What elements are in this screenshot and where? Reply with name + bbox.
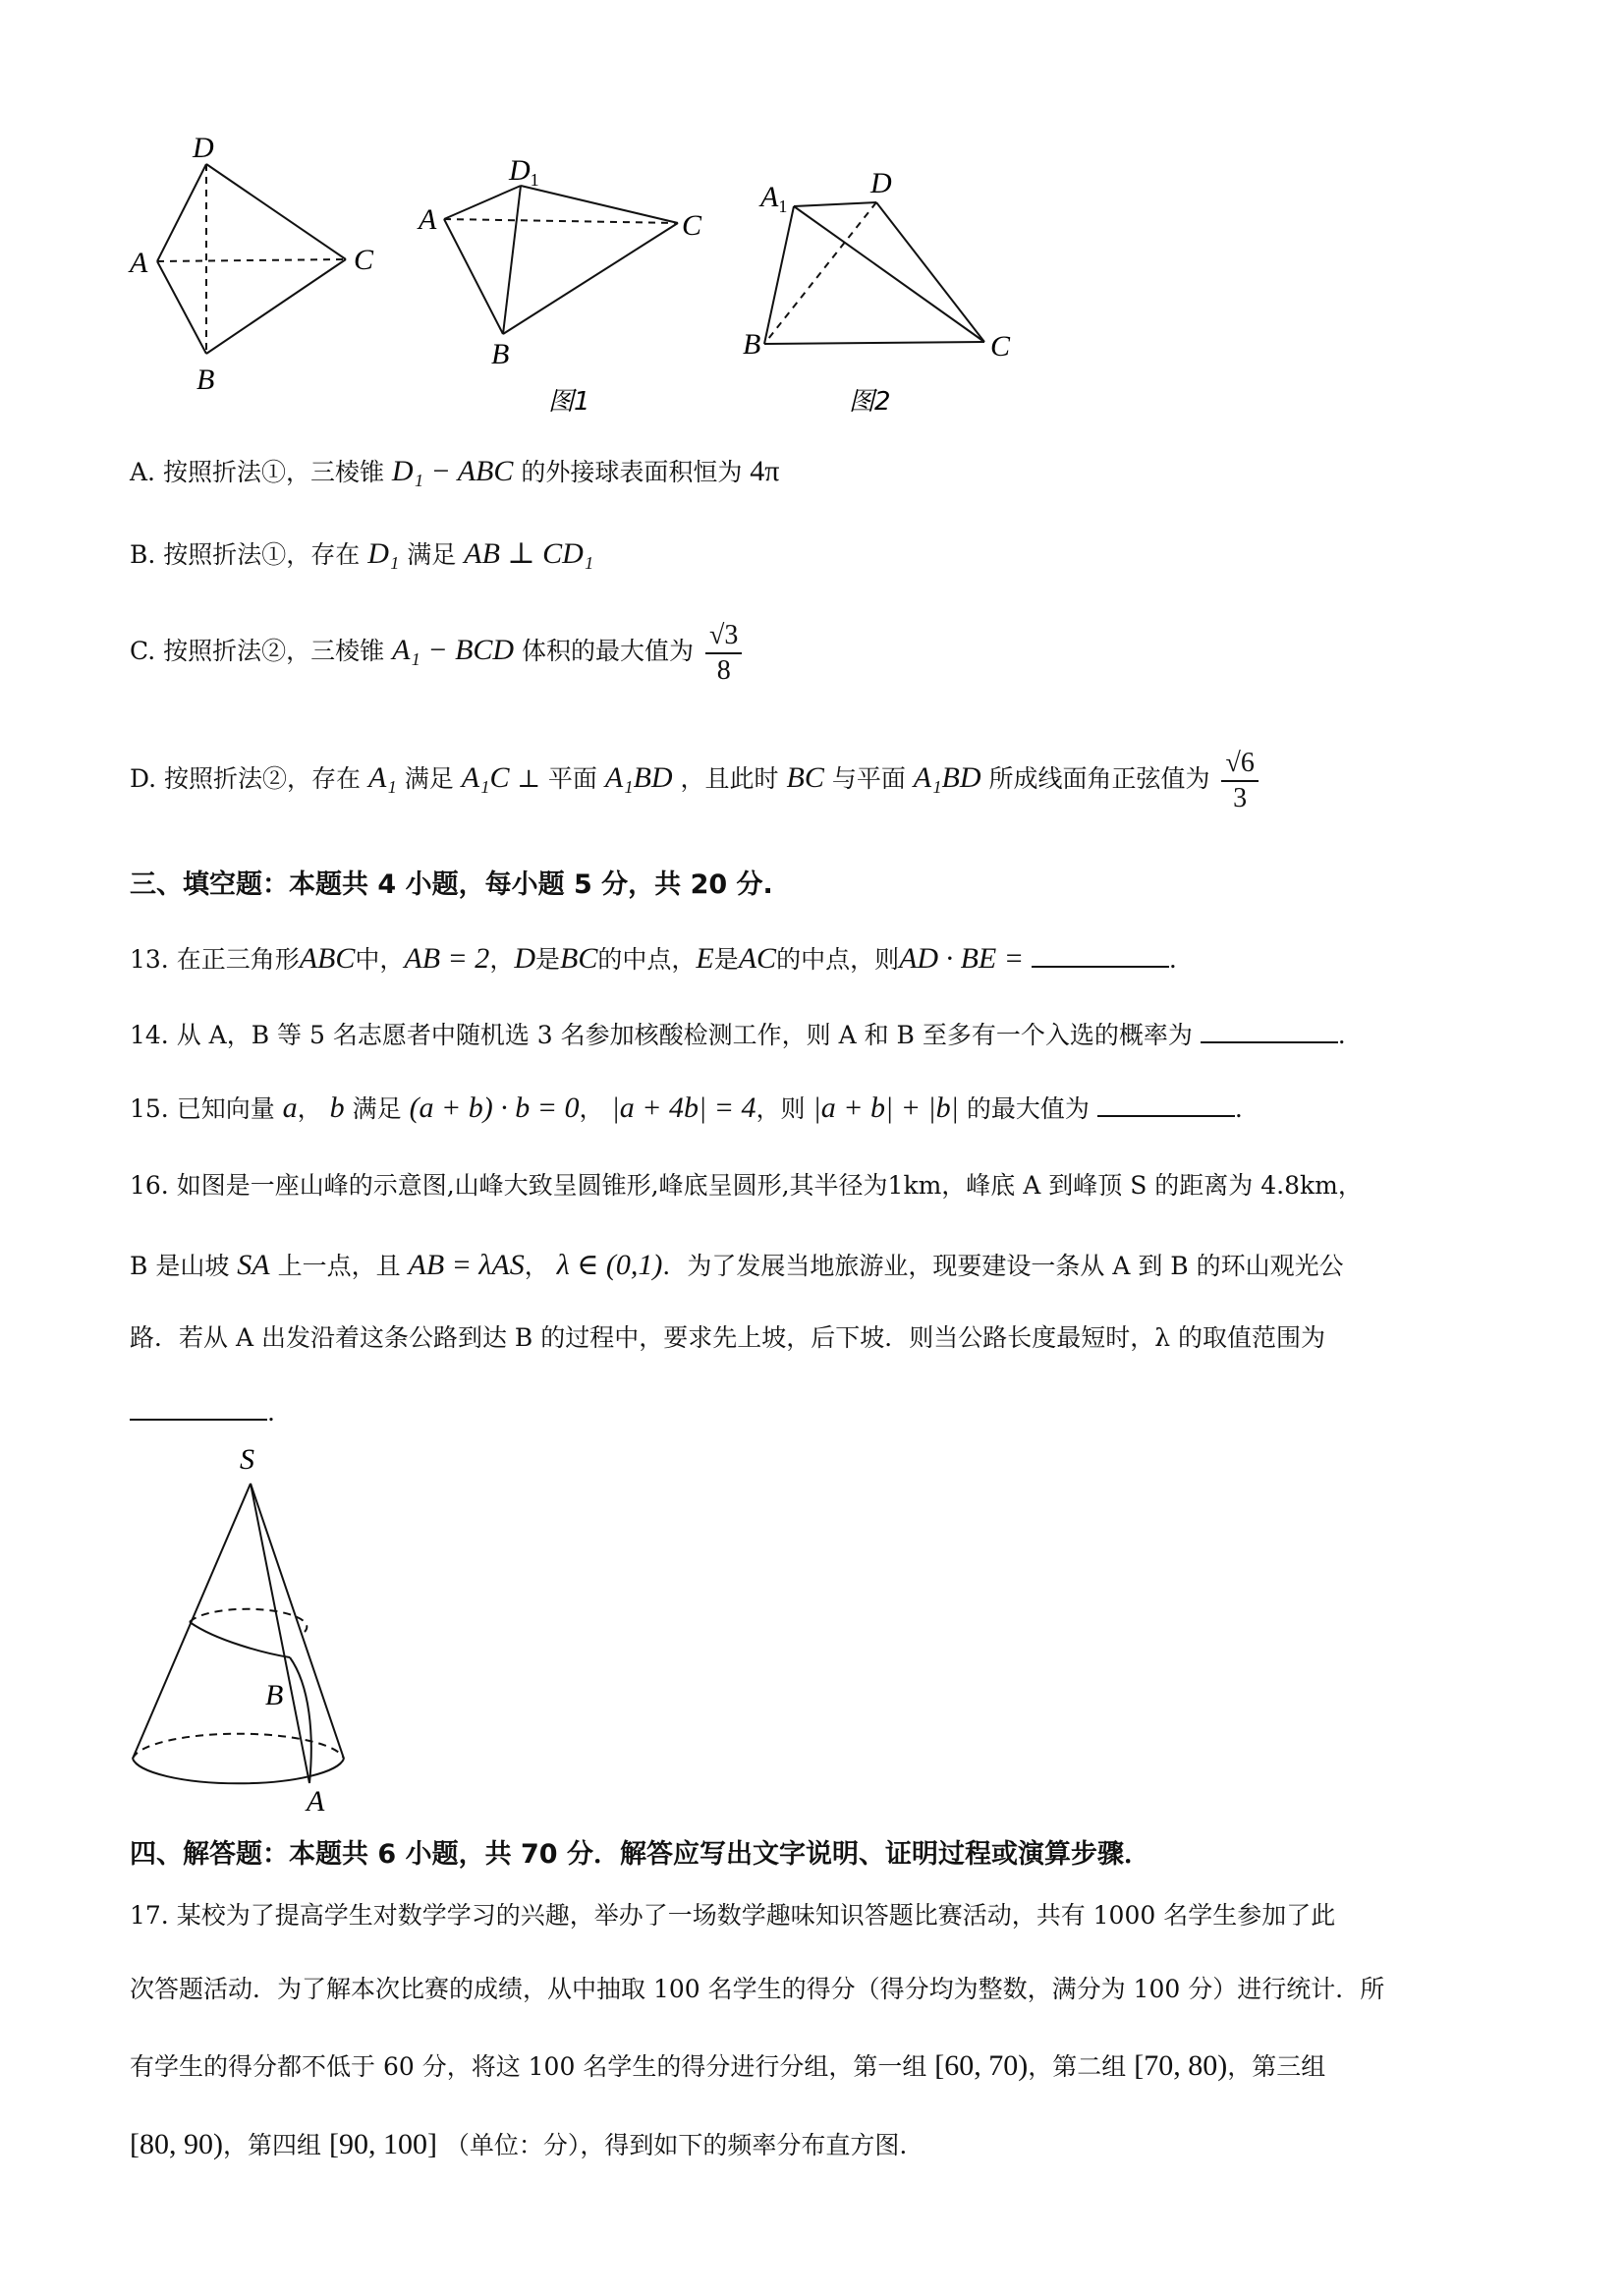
q15-expr3: (a + b) · b = 0: [409, 1092, 580, 1124]
label-d: D: [870, 167, 892, 199]
q17-text-d: ，第四组: [222, 2131, 321, 2159]
q13-text6: 是: [713, 945, 739, 974]
fraction-denominator: 8: [716, 654, 731, 686]
section-3-heading: 三、填空题：本题共 4 小题，每小题 5 分，共 20 分.: [130, 869, 773, 900]
label-b: B: [743, 328, 761, 361]
q16-text-b: 上一点，且: [277, 1252, 401, 1280]
answer-blank: [130, 1395, 267, 1421]
q16-text-c: ，: [524, 1252, 549, 1280]
option-d-text2: ⊥ 平面: [517, 764, 597, 794]
answer-blank: [1201, 1018, 1338, 1043]
option-d-text3: ，且此时: [680, 764, 779, 794]
question-16-line-2: [130, 1248, 1344, 1283]
q15-end: .: [1234, 1094, 1243, 1123]
q15-text3: 满足: [352, 1094, 402, 1123]
q15-text4: ，: [579, 1094, 604, 1123]
q17-text-b: ，第二组: [1028, 2052, 1127, 2081]
q17-text-e: （单位：分），得到如下的频率分布直方图.: [444, 2131, 908, 2159]
option-b-text: B. 按照折法①，存在: [130, 540, 361, 569]
q15-expr1: a: [282, 1092, 298, 1124]
option-d: [130, 747, 1262, 814]
option-d-expr1: A₁: [368, 761, 397, 795]
q15-text1: 15. 已知向量: [130, 1094, 275, 1123]
question-13: [130, 941, 1177, 977]
option-b-expr2: AB ⊥ CD₁: [464, 537, 594, 570]
answer-blank: [1097, 1092, 1235, 1117]
option-a: [130, 454, 779, 489]
option-c-fraction: [705, 619, 742, 687]
q15-text6: 的最大值为: [966, 1094, 1090, 1123]
option-c-text: C. 按照折法②，三棱锥: [130, 637, 385, 666]
option-c: [130, 619, 746, 687]
option-c-suffix: 体积的最大值为: [522, 637, 695, 666]
q16-end: .: [267, 1398, 275, 1427]
question-14: [130, 1018, 1346, 1050]
q13-text7: 的中点，则: [776, 945, 900, 974]
question-17-line-3: [130, 2048, 1325, 2084]
label-c: C: [682, 209, 702, 242]
q16-expr1: SA: [237, 1249, 270, 1281]
question-16-line-1: 16. 如图是一座山峰的示意图,山峰大致呈圆锥形,峰底呈圆形,其半径为1km，峰底 A 到峰顶 S 的距离为 4.8km，: [130, 1171, 1363, 1200]
q13-expr2: AB = 2: [404, 942, 490, 975]
option-a-expr: D₁ − ABC: [391, 455, 514, 487]
question-16-line-4: [130, 1395, 275, 1428]
q14-end: .: [1337, 1021, 1346, 1049]
q13-expr5: E: [696, 942, 714, 975]
label-d: D: [193, 132, 214, 164]
answer-blank: [1032, 942, 1169, 968]
option-d-text1: 满足: [404, 764, 454, 794]
option-d-expr2: A₁C: [461, 761, 510, 795]
q15-expr5: |a + b| + |b|: [812, 1092, 959, 1124]
q16-expr3: λ ∈ (0,1): [556, 1249, 663, 1281]
option-b-mid: 满足: [407, 540, 457, 569]
q17-group2: [70, 80): [1134, 2049, 1228, 2082]
option-a-text: A. 按照折法①，三棱锥: [130, 458, 384, 486]
label-c: C: [990, 330, 1011, 363]
question-16-line-3: 路．若从 A 出发沿着这条公路到达 B 的过程中，要求先上坡，后下坡．则当公路长度最短时，λ 的取值范围为: [130, 1323, 1326, 1352]
q17-group1: [60, 70): [934, 2049, 1029, 2082]
option-d-text4: 与平面: [831, 764, 906, 794]
question-17-line-2: 次答题活动．为了解本次比赛的成绩，从中抽取 100 名学生的得分（得分均为整数，满分为 100 分）进行统计．所: [130, 1975, 1385, 2003]
option-d-fraction: [1221, 747, 1258, 814]
option-d-text: D. 按照折法②，存在: [130, 764, 362, 794]
q13-expr7: AD · BE =: [899, 942, 1024, 975]
tetrahedron-figure: [128, 128, 403, 403]
option-d-expr3: A₁BD: [604, 761, 673, 795]
label-b: B: [196, 364, 215, 396]
label-a1: $A_1$: [760, 181, 788, 216]
option-c-expr: A₁ − BCD: [392, 634, 515, 667]
label-c: C: [354, 244, 374, 276]
label-d1: $D_1$: [509, 154, 539, 190]
q17-group4: [90, 100]: [328, 2128, 437, 2160]
question-17-line-1: 17. 某校为了提高学生对数学学习的兴趣，举办了一场数学趣味知识答题比赛活动，共有 1000 名学生参加了此: [130, 1901, 1336, 1930]
figure-2-caption: 图2: [849, 387, 891, 417]
q13-expr1: ABC: [299, 942, 356, 975]
q13-expr3: D: [514, 942, 535, 975]
figure-1-caption: 图1: [548, 387, 590, 417]
q13-text5: 的中点，: [597, 945, 697, 974]
q13-text1: 13. 在正三角形: [130, 945, 300, 974]
q14-text: 14. 从 A，B 等 5 名志愿者中随机选 3 名参加核酸检测工作，则 A 和 B 至多有一个入选的概率为: [130, 1021, 1193, 1049]
option-b-expr1: D₁: [367, 537, 400, 570]
section-4-heading: 四、解答题：本题共 6 小题，共 70 分．解答应写出文字说明、证明过程或演算步骤．: [130, 1839, 1150, 1870]
question-15: [130, 1091, 1243, 1126]
q16-text-d: ．为了发展当地旅游业，现要建设一条从 A 到 B 的环山观光公: [662, 1252, 1344, 1280]
figure-1: [413, 152, 727, 427]
cone-figure: [118, 1439, 373, 1822]
q17-group3: [80, 90): [130, 2128, 223, 2160]
q15-text2: ，: [297, 1094, 322, 1123]
q13-text3: ，: [489, 945, 515, 974]
q13-text4: 是: [535, 945, 561, 974]
question-17-line-4: [130, 2127, 907, 2162]
fraction-denominator: 3: [1233, 782, 1248, 813]
option-a-value: 4π: [750, 455, 780, 487]
q15-expr2: b: [329, 1092, 345, 1124]
q16-text-a: B 是山坡: [130, 1252, 230, 1280]
option-d-expr5: A₁BD: [913, 761, 981, 795]
option-d-expr4: BC: [786, 761, 824, 795]
q17-text-a: 有学生的得分都不低于 60 分，将这 100 名学生的得分进行分组，第一组: [130, 2052, 927, 2081]
figure-2: [737, 167, 1041, 422]
label-b: B: [491, 338, 510, 370]
label-b: B: [265, 1679, 284, 1711]
q13-text2: 中，: [355, 945, 405, 974]
q13-end: .: [1168, 945, 1177, 974]
label-s: S: [240, 1443, 254, 1476]
q15-expr4: |a + 4b| = 4: [611, 1092, 756, 1124]
q13-expr4: BC: [560, 942, 598, 975]
fraction-numerator: √3: [705, 619, 742, 654]
q16-expr2: AB = λAS: [408, 1249, 525, 1281]
label-a: A: [307, 1785, 325, 1818]
option-b: [130, 536, 593, 572]
label-a: A: [130, 247, 148, 279]
q13-expr6: AC: [738, 942, 777, 975]
option-a-suffix: 的外接球表面积恒为: [521, 458, 743, 486]
q15-text5: ，则: [756, 1094, 806, 1123]
fraction-numerator: √6: [1221, 747, 1258, 782]
label-a: A: [419, 203, 437, 236]
option-d-text5: 所成线面角正弦值为: [988, 764, 1210, 794]
q17-text-c: ，第三组: [1227, 2052, 1326, 2081]
